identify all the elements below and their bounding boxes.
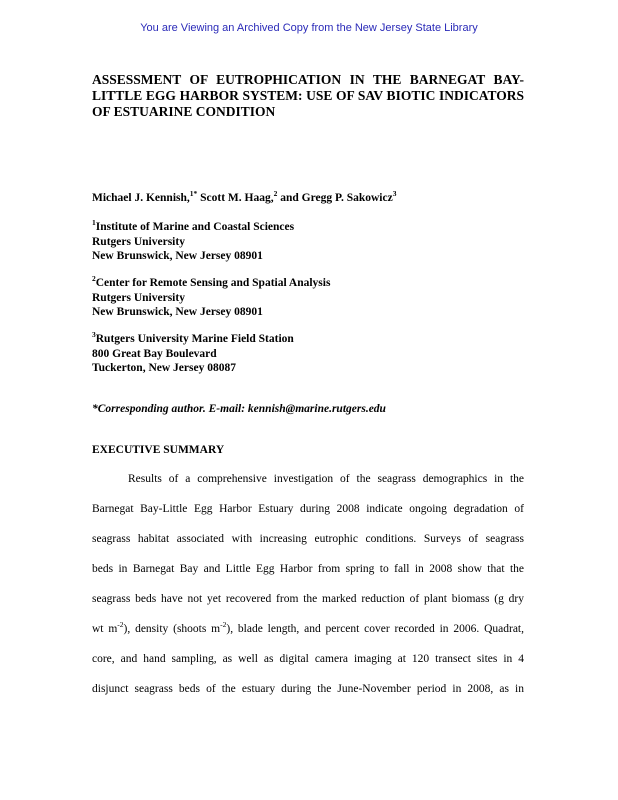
summary-line: Results of a comprehensive investigation of the seagrass demographics in the — [128, 473, 524, 485]
summary-line: disjunct seagrass beds of the estuary during the June-November period in 2008, as in — [92, 683, 524, 695]
summary-line: beds in Barnegat Bay and Little Egg Harbor from spring to fall in 2008 show that the — [92, 563, 524, 575]
affiliation-line: New Brunswick, New Jersey 08901 — [92, 306, 263, 318]
title-line: ASSESSMENT OF EUTROPHICATION IN THE BARNEGAT BAY- — [92, 72, 524, 87]
author-affil-mark: 2 — [273, 189, 278, 199]
affiliation-2 — [92, 276, 532, 320]
author-affil-mark: 1* — [189, 189, 198, 199]
affiliation-mark: 1 — [92, 218, 96, 228]
summary-text: ), blade length, and percent cover recorded in 2006. Quadrat, — [226, 623, 524, 635]
affiliation-text: Rutgers University Marine Field Station — [95, 333, 294, 345]
author-name: Gregg P. Sakowicz — [301, 192, 393, 204]
summary-line: seagrass habitat associated with increasing eutrophic conditions. Surveys of seagrass — [92, 533, 524, 545]
affiliation-line — [92, 332, 532, 347]
affiliation-line: Tuckerton, New Jersey 08087 — [92, 362, 236, 374]
affiliation-mark: 2 — [92, 274, 96, 284]
affiliation-line: Rutgers University — [92, 235, 185, 248]
author-list — [92, 189, 532, 204]
affiliation-line: New Brunswick, New Jersey 08901 — [92, 250, 263, 262]
title-line: LITTLE EGG HARBOR SYSTEM: USE OF SAV BIOTIC — [92, 88, 436, 103]
summary-text: ), density (shoots m — [123, 623, 221, 635]
author-affil-mark: 3 — [392, 189, 397, 199]
summary-line — [92, 622, 524, 652]
affiliation-line — [92, 220, 532, 235]
affiliation-line — [92, 276, 532, 291]
author-conjunction: and — [280, 192, 299, 204]
summary-line: core, and hand sampling, as well as digital camera imaging at 120 transect sites in 4 — [92, 653, 524, 665]
summary-line: Barnegat Bay-Little Egg Harbor Estuary during 2008 indicate ongoing degradation of — [92, 503, 524, 515]
author-name: Michael J. Kennish, — [92, 192, 190, 204]
affiliation-line: Rutgers University — [92, 291, 185, 304]
paper-title — [92, 72, 524, 120]
unit-exponent: -2 — [117, 620, 124, 630]
corresponding-author: *Corresponding author. E-mail: kennish@marine.rutgers.edu — [92, 403, 386, 415]
summary-line: seagrass beds have not yet recovered from the marked reduction of plant biomass (g dry — [92, 593, 524, 605]
affiliation-mark: 3 — [92, 330, 96, 340]
affiliation-3 — [92, 332, 532, 376]
affiliation-text: Institute of Marine and Coastal Sciences — [95, 221, 295, 233]
affiliation-text: Center for Remote Sensing and Spatial Analysis — [95, 277, 331, 289]
unit-exponent: -2 — [220, 620, 227, 630]
summary-text: wt m — [92, 623, 118, 635]
summary-paragraph — [92, 472, 524, 712]
affiliation-1 — [92, 220, 532, 264]
archive-banner: You are Viewing an Archived Copy from the New Jersey State Library — [140, 22, 478, 34]
author-name: Scott M. Haag, — [200, 192, 274, 204]
section-heading: EXECUTIVE SUMMARY — [92, 444, 225, 456]
title-line: INDICATORS OF ESTUARINE CONDITION — [92, 88, 524, 119]
affiliation-line: 800 Great Bay Boulevard — [92, 347, 217, 360]
